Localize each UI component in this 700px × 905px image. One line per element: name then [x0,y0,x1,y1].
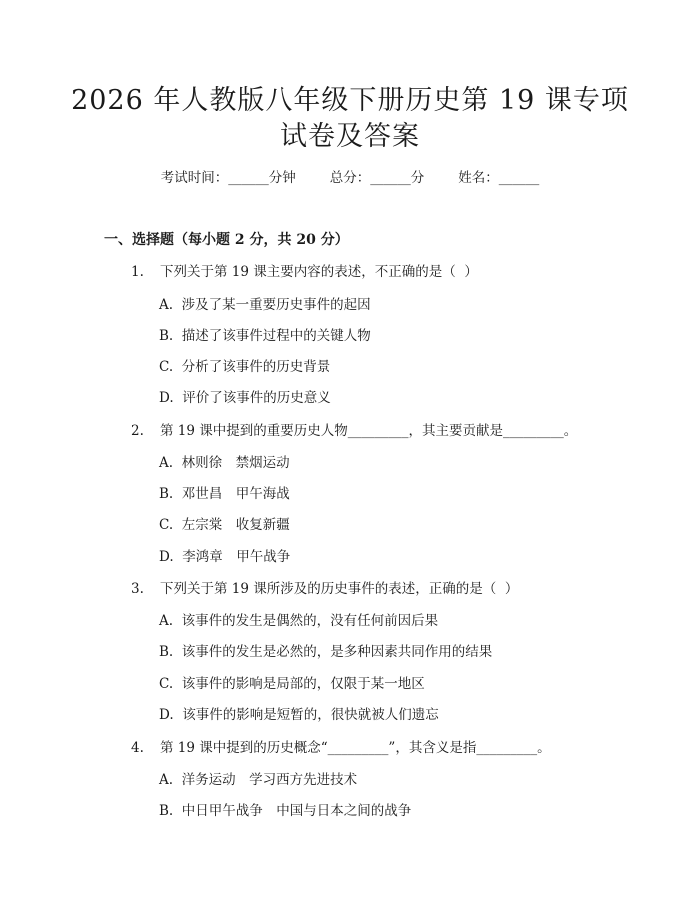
question-number: 2. [131,423,144,439]
question-text: 下列关于第 19 课主要内容的表述，不正确的是（ ） [160,264,478,280]
option-item: A. 林则徐 禁烟运动 [159,455,290,471]
option-item: A. 涉及了某一重要历史事件的起因 [159,297,371,313]
document-title-line2: 试卷及答案 [280,121,420,152]
option-item: C. 该事件的影响是局部的，仅限于某一地区 [159,676,425,692]
section-heading: 一、选择题（每小题 2 分，共 20 分） [104,232,349,248]
option-item: B. 该事件的发生是必然的，是多种因素共同作用的结果 [159,644,493,660]
option-item: B. 描述了该事件过程中的关键人物 [159,328,371,344]
option-item: C. 分析了该事件的历史背景 [159,359,331,375]
exam-info [0,170,700,186]
option-item: D. 评价了该事件的历史意义 [159,390,331,406]
question-number: 3. [131,581,144,597]
question-text: 下列关于第 19 课所涉及的历史事件的表述，正确的是（ ） [160,581,519,597]
document-title-line1: 2026 年人教版八年级下册历史第 19 课专项 [71,85,629,116]
question-text: 第 19 课中提到的历史概念“_________”，其含义是指_________。 [160,740,551,756]
question-number: 1. [131,264,144,280]
option-item: A. 洋务运动 学习西方先进技术 [159,772,358,788]
option-item: B. 中日甲午战争 中国与日本之间的战争 [159,803,412,819]
option-item: D. 李鸿章 甲午战争 [159,549,291,565]
question-text: 第 19 课中提到的重要历史人物_________，其主要贡献是_________。 [160,423,578,439]
question-number: 4. [131,740,144,756]
option-item: A. 该事件的发生是偶然的，没有任何前因后果 [159,613,439,629]
exam-name: 姓名：______ [458,170,540,186]
option-item: D. 该事件的影响是短暂的，很快就被人们遗忘 [159,707,439,723]
option-item: B. 邓世昌 甲午海战 [159,486,290,502]
option-item: C. 左宗棠 收复新疆 [159,517,290,533]
exam-total-score: 总分：______分 [329,170,425,186]
exam-time: 考试时间：______分钟 [160,170,296,186]
